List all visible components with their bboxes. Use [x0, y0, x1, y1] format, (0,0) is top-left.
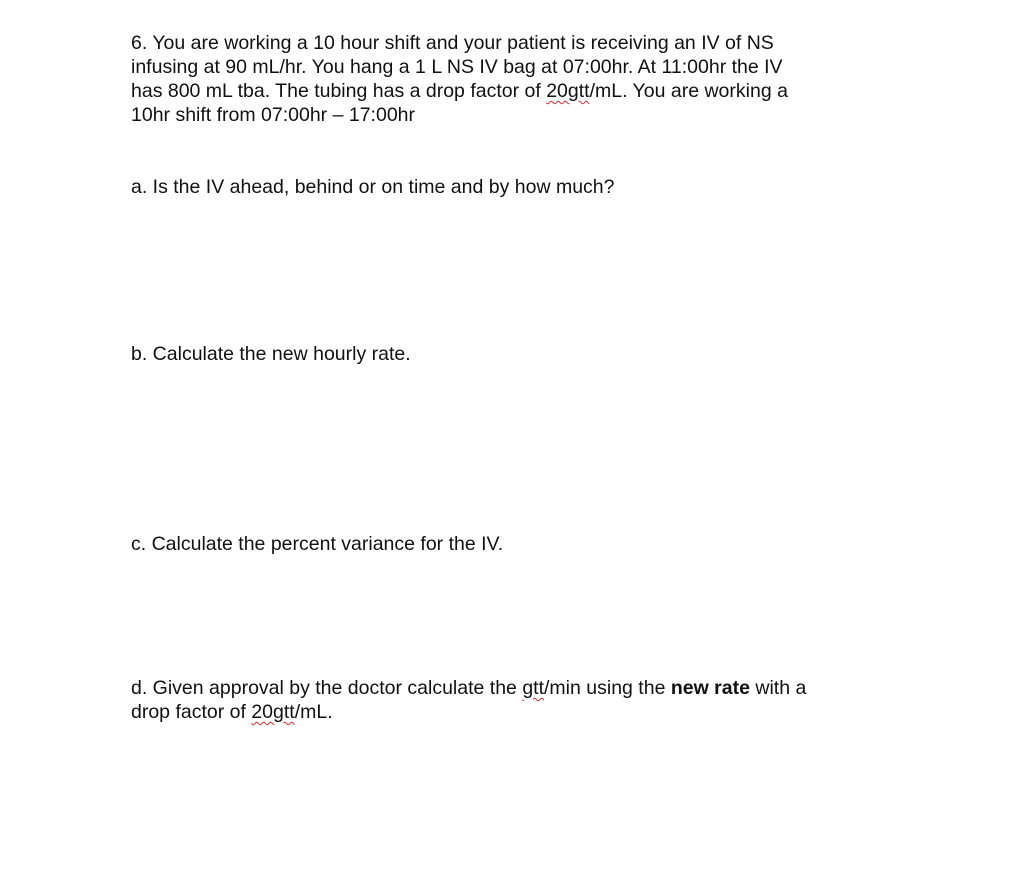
- part-d-start: d. Given approval by the doctor calculate the: [131, 677, 523, 699]
- part-d-line-2: [131, 700, 891, 724]
- part-b-text: b. Calculate the new hourly rate.: [131, 343, 411, 365]
- spellcheck-word-gtt[interactable]: gtt: [522, 677, 545, 699]
- question-line-4: 10hr shift from 07:00hr – 17:00hr: [131, 104, 415, 126]
- part-c-text: c. Calculate the percent variance for the IV.: [131, 533, 504, 555]
- part-a-text: a. Is the IV ahead, behind or on time and by how much?: [131, 176, 615, 198]
- question-line-3: [131, 79, 891, 103]
- question-line-2: infusing at 90 mL/hr. You hang a 1 L NS IV bag at 07:00hr. At 11:00hr the IV: [131, 56, 783, 78]
- question-6-text: [131, 31, 891, 127]
- part-d-line-2-end: /mL.: [294, 701, 333, 723]
- question-line-1: 6. You are working a 10 hour shift and your patient is receiving an IV of NS: [131, 32, 774, 54]
- spellcheck-word-20gtt-2[interactable]: 20gtt: [251, 701, 295, 723]
- part-d-text: [131, 676, 891, 724]
- part-d-line-1: [131, 676, 891, 700]
- part-d-middle: /min using the: [544, 677, 671, 699]
- question-line-3-start: has 800 mL tba. The tubing has a drop factor of: [131, 80, 547, 102]
- spellcheck-word-20gtt[interactable]: 20gtt: [546, 80, 590, 102]
- question-line-3-end: /mL. You are working a: [589, 80, 788, 102]
- part-d-bold-new-rate: new rate: [670, 677, 750, 699]
- part-d-end: with a: [749, 677, 807, 699]
- part-d-line-2-start: drop factor of: [131, 701, 252, 723]
